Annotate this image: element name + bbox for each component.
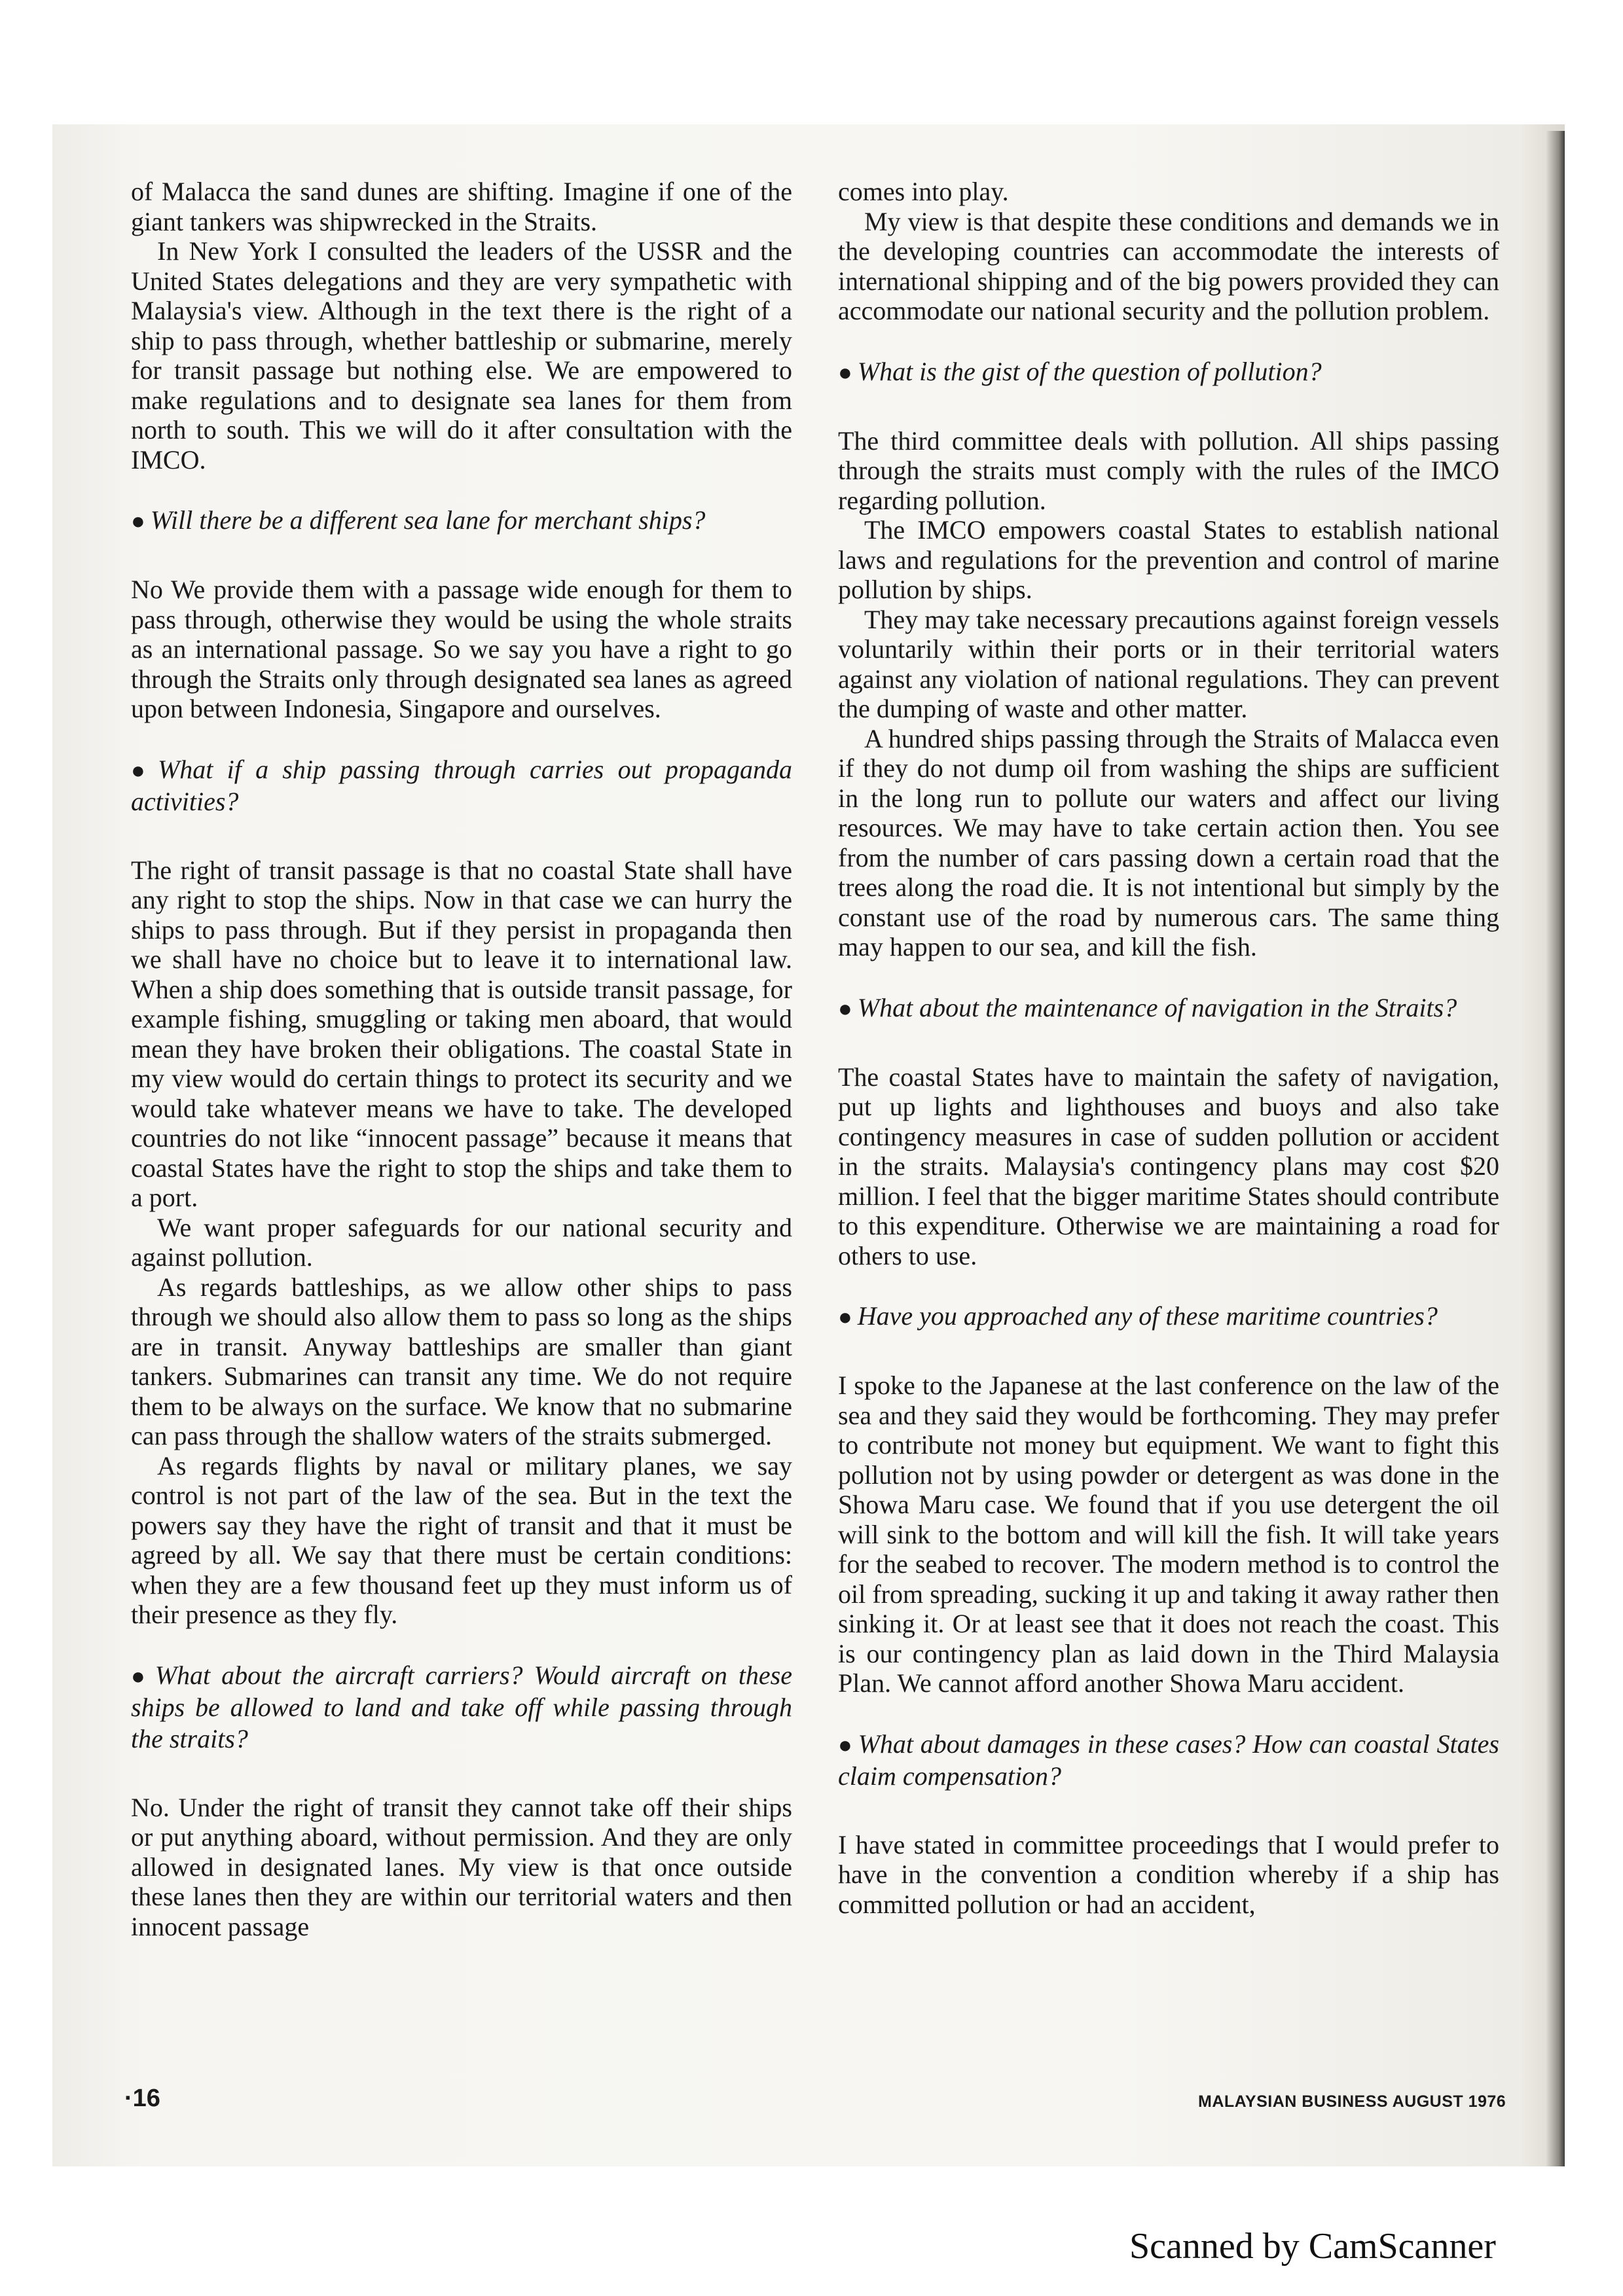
answer-paragraph: As regards battleships, as we allow other ships to pass through we should also allow them to pass so long as the ships are in transit. Anyway battleships are smaller than giant tankers. Submarines can transit any time. We do not require them to be always on the surface. We know that no submarine can pass through the shallow waters of the straits submerged. bbox=[131, 1272, 792, 1450]
interview-question bbox=[838, 1729, 1499, 1792]
bullet-icon: ● bbox=[131, 1662, 150, 1689]
answer-paragraph: A hundred ships passing through the Straits of Malacca even if they do not dump oil from washing the ships are sufficient in the long run to pollute our waters and affect our living resources. We may have to take certain action then. You see from the number of cars passing down a certain road that the trees along the road die. It is not intentional but simply by the constant use of the road by numerous cars. The same thing may happen to our sea, and kill the fish. bbox=[838, 723, 1499, 961]
bullet-icon: ● bbox=[131, 508, 145, 534]
interview-question bbox=[131, 1660, 792, 1755]
answer-paragraph: The coastal States have to maintain the safety of navigation, put up lights and lighthouses and buoys and also take contingency measures in case of sudden pollution or accident in the straits. Malaysia's contingency plans may cost $20 million. I feel that the bigger maritime States should contribute to this expenditure. Otherwise we are maintaining a road for others to use. bbox=[838, 1062, 1499, 1270]
right-column bbox=[838, 177, 1499, 1919]
bullet-icon: ● bbox=[838, 359, 852, 386]
answer-paragraph: They may take necessary precautions against foreign vessels voluntarily within their ports or in their territorial waters against any violation of national regulations. They can prevent the dumping of waste and other matter. bbox=[838, 604, 1499, 723]
question-text: What is the gist of the question of pollution? bbox=[857, 356, 1322, 386]
question-text: What about the aircraft carriers? Would aircraft on these ships be allowed to land and take off while passing through the straits? bbox=[131, 1660, 793, 1753]
answer-paragraph: of Malacca the sand dunes are shifting. Imagine if one of the giant tankers was shipwrecked in the Straits. bbox=[131, 177, 792, 236]
interview-question bbox=[131, 505, 792, 537]
answer-paragraph: I spoke to the Japanese at the last conference on the law of the sea and they said they would be forthcoming. They may prefer to contribute not money but equipment. We want to fight this pollution not by using powder or detergent as was done in the Showa Maru case. We found that if you use detergent the oil will sink to the bottom and will kill the fish. It will take years for the seabed to recover. The modern method is to control the oil from spreading, sucking it up and taking it away rather then sinking it. Or at least see that it does not reach the coast. This is our contingency plan as laid down in the Third Malaysia Plan. We cannot afford another Showa Maru accident. bbox=[838, 1371, 1499, 1698]
bullet-icon: ● bbox=[131, 757, 153, 783]
question-text: What if a ship passing through carries out propaganda activities? bbox=[131, 754, 793, 816]
page-number: ·16 bbox=[124, 2085, 160, 2112]
answer-paragraph: We want proper safeguards for our national security and against pollution. bbox=[131, 1212, 792, 1272]
question-text: Have you approached any of these maritime countries? bbox=[857, 1301, 1438, 1331]
left-column bbox=[131, 177, 792, 1941]
answer-paragraph: No. Under the right of transit they cannot take off their ships or put anything aboard, without permission. And they are only allowed in designated lanes. My view is that once outside these lanes then they are within our territorial waters and then innocent passage bbox=[131, 1792, 792, 1941]
interview-question bbox=[838, 992, 1499, 1024]
answer-paragraph: My view is that despite these conditions and demands we in the developing countries can accommodate the interests of international shipping and of the big powers provided they can accommodate our national security and the pollution problem. bbox=[838, 206, 1499, 325]
answer-paragraph: The right of transit passage is that no coastal State shall have any right to stop the ships. Now in that case we can hurry the ships to pass through. But if they persist in propaganda then we shall have no choice but to leave it to international law. When a ship does something that is outside transit passage, for example fishing, smuggling or taking men aboard, that would mean they have broken their obligations. The coastal State in my view would do certain things to protect its security and we would take whatever means we have to take. The developed countries do not like “innocent passage” because it means that coastal States have the right to stop the ships and take them to a port. bbox=[131, 855, 792, 1212]
answer-paragraph: I have stated in committee proceedings that I would prefer to have in the convention a condition whereby if a ship has committed pollution or had an accident, bbox=[838, 1829, 1499, 1919]
answer-paragraph: In New York I consulted the leaders of the USSR and the United States delegations and they are very sympathetic with Malaysia's view. Although in the text there is the right of a ship to pass through, whether battleship or submarine, merely for transit passage but nothing else. We are empowered to make regulations and to designate sea lanes for them from north to south. This we will do it after consultation with the IMCO. bbox=[131, 236, 792, 475]
answer-paragraph: The IMCO empowers coastal States to establish national laws and regulations for the prevention and control of marine pollution by ships. bbox=[838, 515, 1499, 604]
question-text: Will there be a different sea lane for merchant ships? bbox=[150, 505, 706, 535]
answer-paragraph: The third committee deals with pollution. All ships passing through the straits must comply with the rules of the IMCO regarding pollution. bbox=[838, 425, 1499, 515]
answer-paragraph: No We provide them with a passage wide enough for them to pass through, otherwise they would be using the whole straits as an international passage. So we say you have a right to go through the Straits only through designated sea lanes as agreed upon between Indonesia, Singapore and ourselves. bbox=[131, 575, 792, 723]
interview-question bbox=[838, 1300, 1499, 1333]
page-binding-shadow bbox=[1545, 131, 1565, 2166]
answer-paragraph: comes into play. bbox=[838, 177, 1009, 206]
interview-question bbox=[131, 754, 792, 817]
page-number-value: 16 bbox=[132, 2085, 160, 2112]
footer-publication: MALAYSIAN BUSINESS AUGUST 1976 bbox=[1198, 2092, 1506, 2111]
bullet-icon: ● bbox=[838, 1731, 853, 1758]
scanner-watermark: Scanned by CamScanner bbox=[1129, 2226, 1496, 2267]
interview-question bbox=[838, 356, 1499, 388]
bullet-icon: ● bbox=[838, 1304, 852, 1330]
bullet-icon: ● bbox=[838, 995, 852, 1022]
question-text: What about the maintenance of navigation in the Straits? bbox=[857, 992, 1457, 1022]
question-text: What about damages in these cases? How can coastal States claim compensation? bbox=[838, 1729, 1499, 1791]
answer-paragraph: As regards flights by naval or military planes, we say control is not part of the law of the sea. But in the text the powers say they have the right of transit and that it must be agreed by all. We say that there must be certain conditions: when they are a few thousand feet up they must inform us of their presence as they fly. bbox=[131, 1450, 792, 1629]
